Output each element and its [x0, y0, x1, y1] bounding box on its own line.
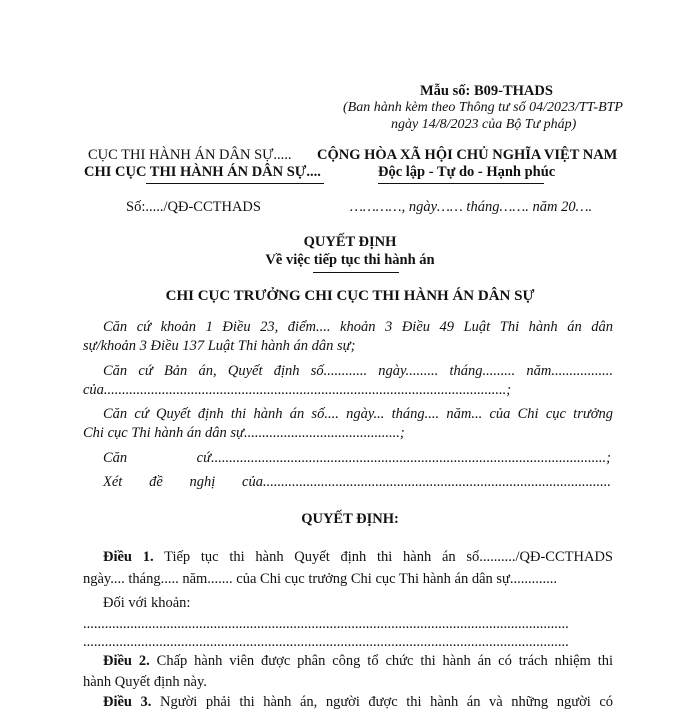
article-2-line1 — [103, 652, 613, 670]
subject-underline — [313, 272, 399, 273]
article-1-dots-2: ...................................................................................................................................... — [83, 634, 569, 650]
basis-2-line1: Căn cứ Bản án, Quyết định số............ ngày......... tháng......... năm................. — [103, 363, 613, 379]
agency-parent: CỤC THI HÀNH ÁN DÂN SỰ..... — [88, 147, 292, 163]
article-2-label: Điều 2. — [103, 653, 150, 669]
basis-3-line1: Căn cứ Quyết định thi hành án số.... ngày... tháng.... năm... của Chi cục trưởng — [103, 406, 613, 422]
doc-number: Số:...../QĐ-CCTHADS — [126, 199, 261, 215]
doc-subject: Về việc tiếp tục thi hành án — [265, 252, 435, 268]
nation-motto: Độc lập - Tự do - Hạnh phúc — [378, 164, 556, 180]
article-1-line2: ngày.... tháng..... năm....... của Chi cục trưởng Chi cục Thi hành án dân sự............. — [83, 571, 558, 587]
article-3-label: Điều 3. — [103, 694, 152, 710]
article-2-text: Chấp hành viên được phân công tổ chức thi hành án có trách nhiệm thi — [156, 653, 614, 669]
basis-5: Xét đề nghị của................................................................................................ — [103, 474, 611, 490]
form-issued-line2: ngày 14/8/2023 của Bộ Tư pháp) — [391, 117, 577, 132]
article-1-text: Tiếp tục thi hành Quyết định thi hành án số........../QĐ-CCTHADS — [164, 549, 613, 565]
authority-heading: CHI CỤC TRƯỞNG CHI CỤC THI HÀNH ÁN DÂN SỰ — [165, 288, 535, 304]
basis-1-line2: sự/khoản 3 Điều 137 Luật Thi hành án dân sự; — [83, 338, 356, 354]
decision-heading: QUYẾT ĐỊNH: — [301, 511, 399, 527]
basis-1-line1: Căn cứ khoản 1 Điều 23, điểm.... khoản 3 Điều 49 Luật Thi hành án dân — [103, 319, 613, 335]
motto-underline — [378, 183, 544, 184]
article-3-line1 — [103, 693, 613, 711]
form-issued-line1: (Ban hành kèm theo Thông tư số 04/2023/TT-BTP — [343, 100, 623, 115]
article-1-label: Điều 1. — [103, 549, 154, 565]
basis-3-line2: Chi cục Thi hành án dân sự...........................................; — [83, 425, 405, 441]
place-date: …………, ngày…… tháng……. năm 20…. — [350, 199, 593, 215]
article-2-line2: hành Quyết định này. — [83, 674, 207, 690]
form-code: Mẫu số: B09-THADS — [420, 83, 553, 99]
article-1-line1 — [103, 548, 613, 566]
article-1-dots-1: ...................................................................................................................................... — [83, 616, 569, 632]
doc-title: QUYẾT ĐỊNH — [303, 234, 397, 250]
agency-underline — [146, 183, 324, 184]
article-1-line3: Đối với khoản: — [103, 595, 191, 611]
article-3-text: Người phải thi hành án, người được thi hành án và những người có — [160, 694, 614, 710]
agency-name: CHI CỤC THI HÀNH ÁN DÂN SỰ.... — [84, 164, 321, 180]
basis-4: Căn cứ.............................................................................................................; — [103, 450, 611, 466]
basis-2-line2: của...............................................................................................................; — [83, 382, 512, 398]
nation-name: CỘNG HÒA XÃ HỘI CHỦ NGHĨA VIỆT NAM — [317, 147, 618, 163]
